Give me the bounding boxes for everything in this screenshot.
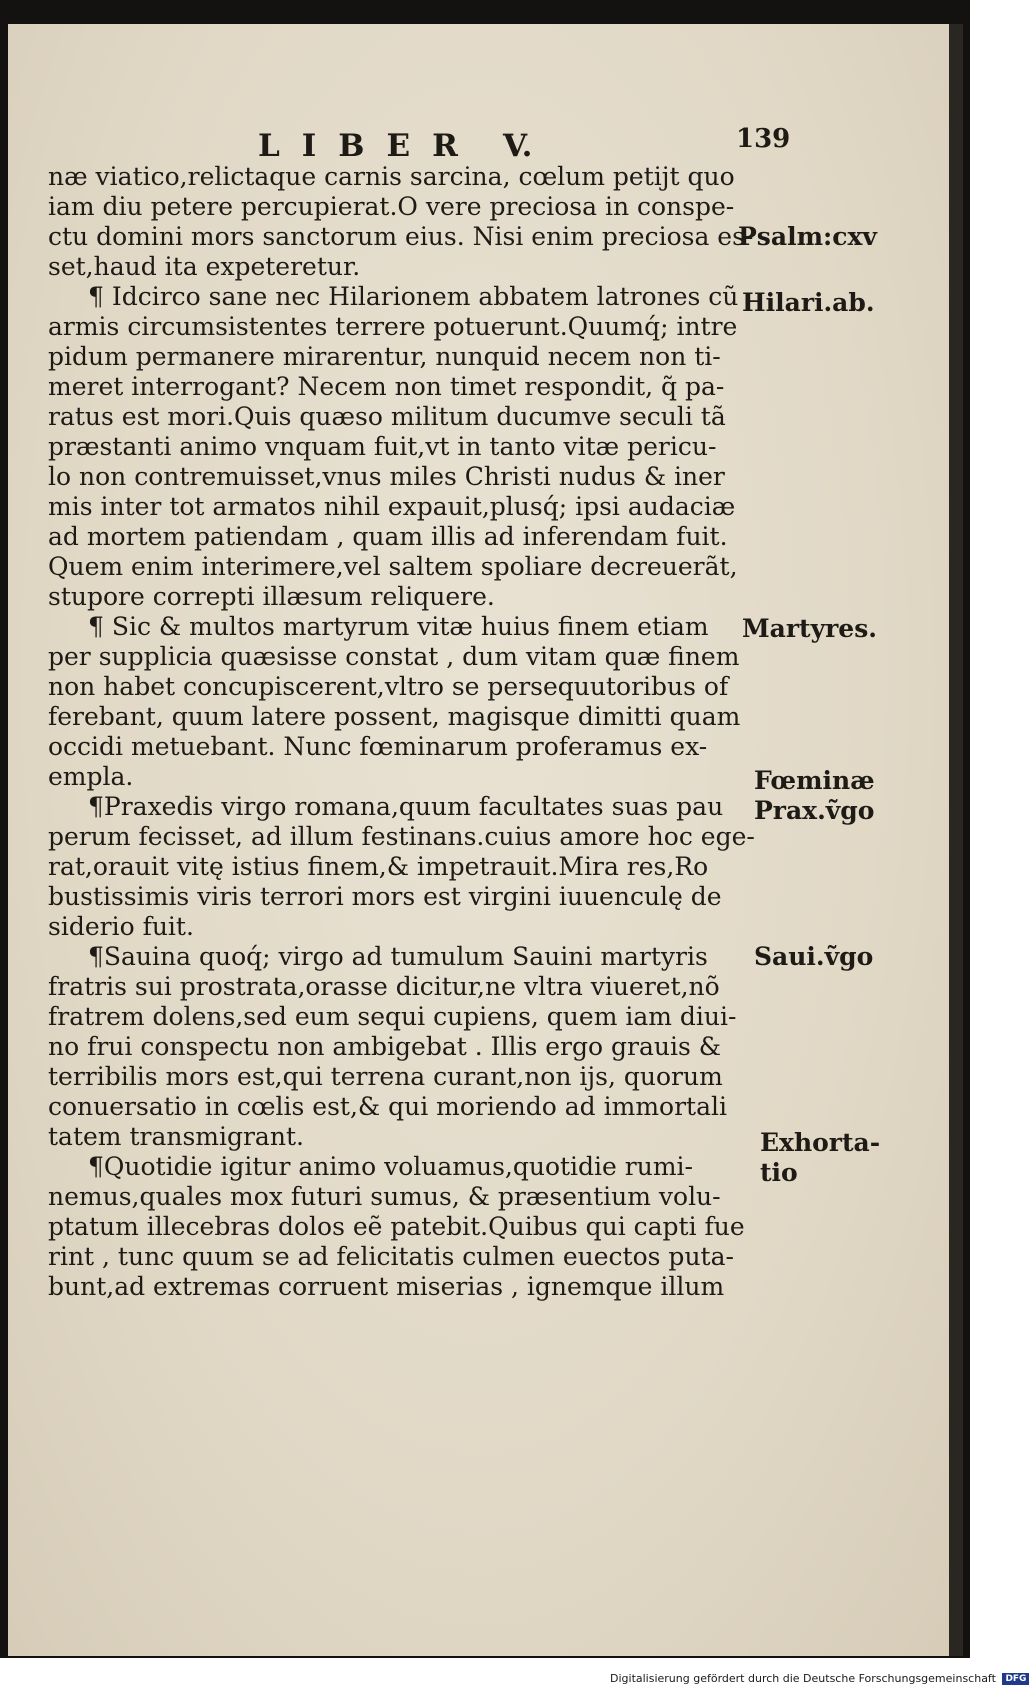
text-line: ¶ Sic & multos martyrum vitæ huius finem etiam (88, 612, 709, 641)
text-line: ratus est mori.Quis quæso militum ducumve seculi tã (48, 402, 726, 431)
text-line: set,haud ita expeteretur. (48, 252, 361, 281)
text-line: ¶Praxedis virgo romana,quum facultates suas pau (88, 792, 724, 821)
text-line: Quem enim interimere,vel saltem spoliare decreuerãt, (48, 552, 738, 581)
marginal-note-prax: Prax.ṽgo (754, 796, 875, 825)
text-line: fratris sui prostrata,orasse dicitur,ne vltra viueret,nõ (48, 972, 720, 1001)
marginal-note-martyres: Martyres. (742, 614, 877, 643)
credit-text: Digitalisierung gefördert durch die Deutsche Forschungsgemeinschaft (610, 1672, 996, 1685)
text-line: per supplicia quæsisse constat , dum vitam quæ finem (48, 642, 740, 671)
text-line: fratrem dolens,sed eum sequi cupiens, quem iam diui- (48, 1002, 737, 1031)
text-line: meret interrogant? Necem non timet respondit, q̃ pa- (48, 372, 725, 401)
text-line: occidi metuebant. Nunc fœminarum proferamus ex- (48, 732, 708, 761)
text-line: conuersatio in cœlis est,& qui moriendo ad immortali (48, 1092, 727, 1121)
marginal-note-psalm: Psalm:cxv (738, 222, 877, 251)
book-page (8, 24, 963, 1656)
marginal-note-hilari: Hilari.ab. (742, 288, 875, 317)
dfg-logo: DFG (1002, 1673, 1029, 1685)
text-line: tatem transmigrant. (48, 1122, 304, 1151)
text-line: iam diu petere percupierat.O vere preciosa in conspe- (48, 192, 735, 221)
text-line: ¶ Idcirco sane nec Hilarionem abbatem latrones cũ (88, 282, 739, 311)
text-line: no frui conspectu non ambigebat . Illis ergo grauis & (48, 1032, 721, 1061)
text-line: bunt,ad extremas corruent miserias , ignemque illum (48, 1272, 725, 1301)
marginal-note-exhorta-cont: tio (760, 1158, 798, 1187)
text-line: perum fecisset, ad illum festinans.cuius amore hoc ege- (48, 822, 755, 851)
text-line: ferebant, quum latere possent, magisque dimitti quam (48, 702, 741, 731)
digitization-credit (610, 1672, 1029, 1685)
text-line: empla. (48, 762, 134, 791)
text-line: stupore correpti illæsum reliquere. (48, 582, 495, 611)
book-number: V. (503, 128, 533, 164)
text-line: non habet concupiscerent,vltro se persequutoribus of (48, 672, 729, 701)
text-line: ctu domini mors sanctorum eius. Nisi enim preciosa es- (48, 222, 754, 251)
text-line: terribilis mors est,qui terrena curant,non ijs, quorum (48, 1062, 723, 1091)
text-line: næ viatico,relictaque carnis sarcina, cœlum petijt quo (48, 162, 735, 191)
text-line: nemus,quales mox futuri sumus, & præsentium volu- (48, 1182, 721, 1211)
running-title: LIBER (258, 128, 480, 164)
text-line: ad mortem patiendam , quam illis ad inferendam fuit. (48, 522, 728, 551)
text-line: rint , tunc quum se ad felicitatis culmen euectos puta- (48, 1242, 734, 1271)
text-line: mis inter tot armatos nihil expauit,plusq́; ipsi audaciæ (48, 492, 736, 521)
text-line: siderio fuit. (48, 912, 194, 941)
text-line: ptatum illecebras dolos eẽ patebit.Quibus qui capti fue (48, 1212, 745, 1241)
marginal-note-saui: Saui.ṽgo (754, 942, 874, 971)
text-line: pidum permanere mirarentur, nunquid necem non ti- (48, 342, 721, 371)
folio-number: 139 (736, 124, 791, 154)
text-line: rat,orauit vitę istius finem,& impetrauit.Mira res,Ro (48, 852, 709, 881)
text-line: armis circumsistentes terrere potuerunt.Quumq́; intre (48, 312, 738, 341)
running-header (258, 128, 533, 164)
marginal-note-foeminae: Fœminæ (754, 766, 875, 795)
text-line: ¶Sauina quoq́; virgo ad tumulum Sauini martyris (88, 942, 708, 971)
text-line: ¶Quotidie igitur animo voluamus,quotidie rumi- (88, 1152, 693, 1181)
text-line: lo non contremuisset,vnus miles Christi nudus & iner (48, 462, 725, 491)
text-line: bustissimis viris terrori mors est virgini iuuenculę de (48, 882, 722, 911)
text-line: præstanti animo vnquam fuit,vt in tanto vitæ pericu- (48, 432, 717, 461)
marginal-note-exhorta: Exhorta- (760, 1128, 881, 1157)
